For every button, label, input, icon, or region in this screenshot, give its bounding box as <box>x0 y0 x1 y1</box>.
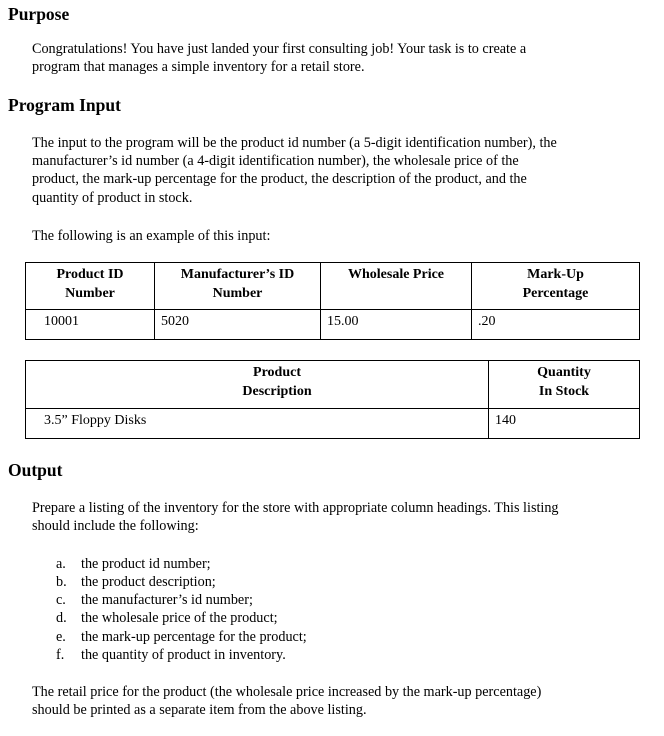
program-input-paragraph <box>32 134 557 207</box>
header-line: Quantity <box>537 365 591 380</box>
list-text: the quantity of product in inventory. <box>81 647 286 663</box>
list-text: the product description; <box>81 574 216 590</box>
list-item <box>56 591 253 609</box>
output-closing <box>32 683 541 719</box>
header-quantity <box>489 361 640 409</box>
purpose-heading: Purpose <box>8 4 70 24</box>
header-line: Mark-Up <box>527 267 584 282</box>
list-marker: f. <box>56 647 65 663</box>
program-input-line: product, the mark-up percentage for the product, the description of the product, and the <box>32 171 527 188</box>
list-marker: c. <box>56 592 66 608</box>
header-line: Description <box>242 384 312 399</box>
program-input-line: quantity of product in stock. <box>32 189 193 206</box>
cell-manufacturer-id: 5020 <box>155 310 321 340</box>
program-input-line: manufacturer’s id number (a 4-digit identification number), the wholesale price of the <box>32 153 519 170</box>
cell-quantity: 140 <box>489 409 640 439</box>
header-line: In Stock <box>538 384 590 399</box>
list-item <box>56 555 211 573</box>
output-closing-line: The retail price for the product (the wholesale price increased by the mark-up percentage) <box>32 684 542 700</box>
header-manufacturer-id <box>155 263 321 310</box>
example-intro: The following is an example of this input: <box>32 228 271 244</box>
program-input-heading: Program Input <box>8 95 121 115</box>
purpose-paragraph <box>32 40 526 76</box>
output-closing-line: should be printed as a separate item from the above listing. <box>32 702 367 719</box>
header-markup <box>472 263 640 310</box>
input-example-table-description <box>25 360 640 439</box>
list-marker: d. <box>56 610 67 626</box>
output-heading: Output <box>8 460 63 480</box>
header-text <box>26 363 488 401</box>
cell-product-id: 10001 <box>26 310 155 340</box>
output-intro <box>32 499 559 535</box>
list-text: the product id number; <box>81 556 211 572</box>
list-marker: b. <box>56 574 67 590</box>
purpose-line: Congratulations! You have just landed your first consulting job! Your task is to create a <box>32 41 527 57</box>
cell-wholesale-price: 15.00 <box>321 310 472 340</box>
list-marker: e. <box>56 629 66 645</box>
header-line: Product <box>253 365 301 380</box>
list-item <box>56 646 286 664</box>
list-item <box>56 573 216 591</box>
input-example-table-ids <box>25 262 640 340</box>
header-product-description <box>26 361 489 409</box>
purpose-line: program that manages a simple inventory for a retail store. <box>32 59 365 76</box>
cell-markup: .20 <box>472 310 640 340</box>
program-input-line: The input to the program will be the product id number (a 5-digit identification number), the <box>32 135 557 151</box>
list-marker: a. <box>56 556 66 572</box>
list-text: the mark-up percentage for the product; <box>81 629 307 645</box>
list-text: the manufacturer’s id number; <box>81 592 253 608</box>
header-line: Percentage <box>522 286 589 301</box>
header-line: Wholesale Price <box>347 267 445 282</box>
header-line: Number <box>212 286 263 301</box>
header-line: Number <box>65 286 115 301</box>
list-item <box>56 609 278 627</box>
list-item <box>56 628 307 646</box>
output-intro-line: should include the following: <box>32 518 199 535</box>
output-intro-line: Prepare a listing of the inventory for the store with appropriate column headings. This listing <box>32 500 559 516</box>
header-line: Manufacturer’s ID <box>180 267 295 282</box>
header-line: Product ID <box>56 267 124 282</box>
cell-product-description: 3.5” Floppy Disks <box>26 409 489 439</box>
header-product-id <box>26 263 155 310</box>
list-text: the wholesale price of the product; <box>81 610 278 626</box>
header-wholesale-price <box>321 263 472 310</box>
